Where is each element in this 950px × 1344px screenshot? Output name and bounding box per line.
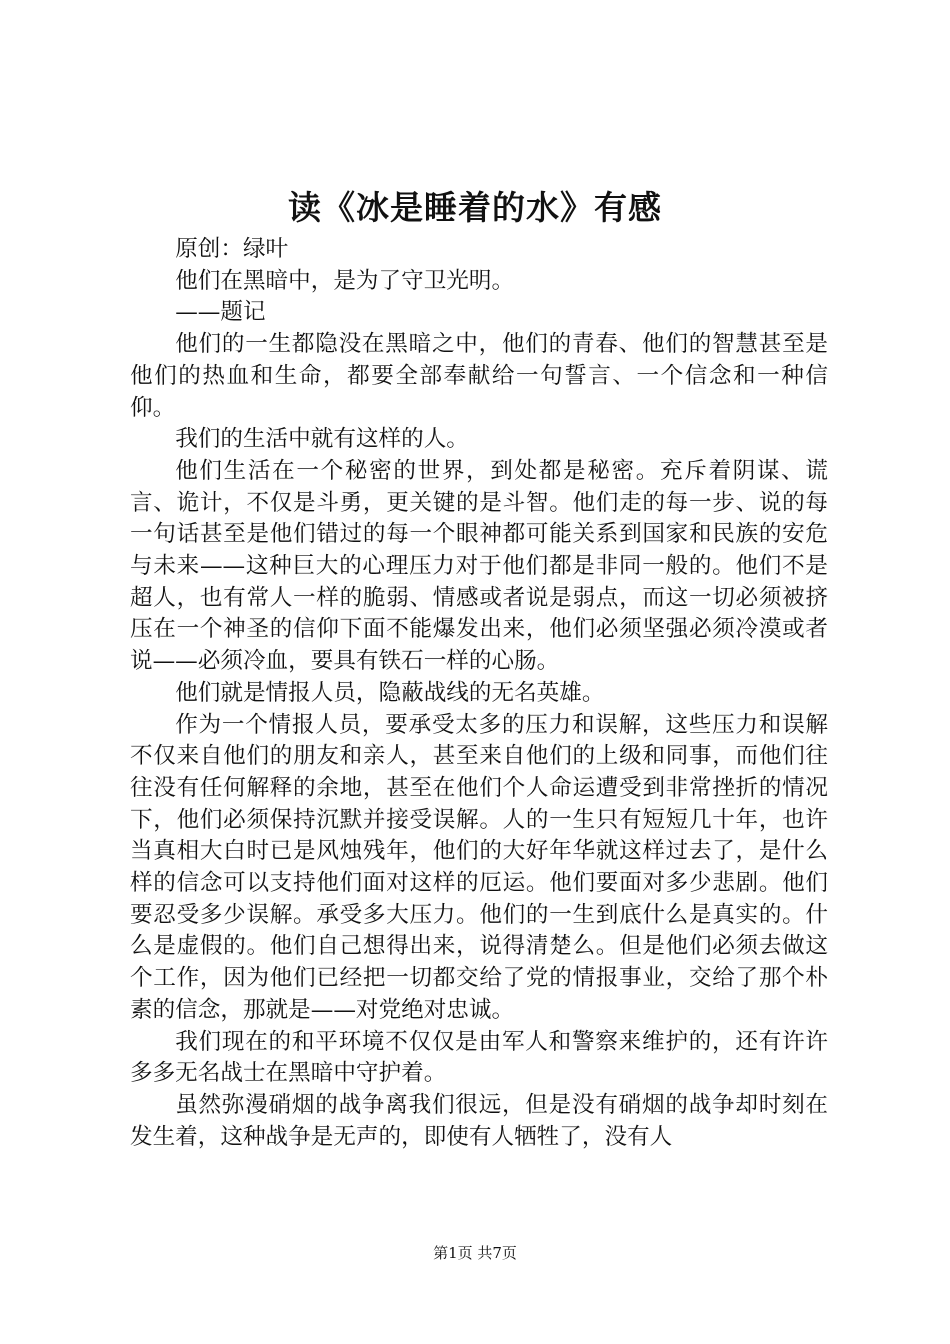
paragraph: 他们就是情报人员，隐蔽战线的无名英雄。: [175, 679, 605, 706]
author-line: 原创：绿叶: [175, 236, 289, 262]
paragraph: 我们现在的和平环境不仅仅是由军人和警察来维护的，还有许许多多无名战士在黑暗中守护着。: [130, 1028, 828, 1087]
paragraph: 他们的一生都隐没在黑暗之中，他们的青春、他们的智慧甚至是他们的热血和生命，都要全部奉献给一句誓言、一个信念和一种信仰。: [130, 331, 828, 421]
epigraph-attribution: ——题记: [175, 299, 266, 326]
page-number-footer: 第1页 共7页: [433, 1244, 517, 1262]
paragraph: 作为一个情报人员，要承受太多的压力和误解，这些压力和误解不仅来自他们的朋友和亲人，甚至来自他们的上级和同事，而他们往往没有任何解释的余地，甚至在他们个人命运遭受到非常挫折的情况下，他们必须保持沉默并接受误解。人的一生只有短短几十年，也许当真相大白时已是风烛残年，他们的大好年华就这样过去了，是什么样的信念可以支持他们面对这样的厄运。他们要面对多少悲剧。他们要忍受多少误解。承受多大压力。他们的一生到底什么是真实的。什么是虚假的。他们自己想得出来，说得清楚么。但是他们必须去做这个工作，因为他们已经把一切都交给了党的情报事业，交给了那个朴素的信念，那就是——对党绝对忠诚。: [130, 711, 828, 1023]
paragraph: 我们的生活中就有这样的人。: [175, 426, 469, 453]
document-body: [130, 234, 828, 1153]
epigraph-line: 他们在黑暗中，是为了守卫光明。: [175, 267, 515, 294]
paragraph: 他们生活在一个秘密的世界，到处都是秘密。充斥着阴谋、谎言、诡计，不仅是斗勇，更关键的是斗智。他们走的每一步、说的每一句话甚至是他们错过的每一个眼神都可能关系到国家和民族的安危与未来——这种巨大的心理压力对于他们都是非同一般的。他们不是超人，也有常人一样的脆弱、情感或者说是弱点，而这一切必须被挤压在一个神圣的信仰下面不能爆发出来，他们必须坚强必须冷漠或者说——必须冷血，要具有铁石一样的心肠。: [130, 457, 828, 675]
paragraph: 虽然弥漫硝烟的战争离我们很远，但是没有硝烟的战争却时刻在发生着，这种战争是无声的，即使有人牺牲了，没有人: [130, 1091, 828, 1150]
document-title: 读《冰是睡着的水》有感: [288, 188, 662, 227]
